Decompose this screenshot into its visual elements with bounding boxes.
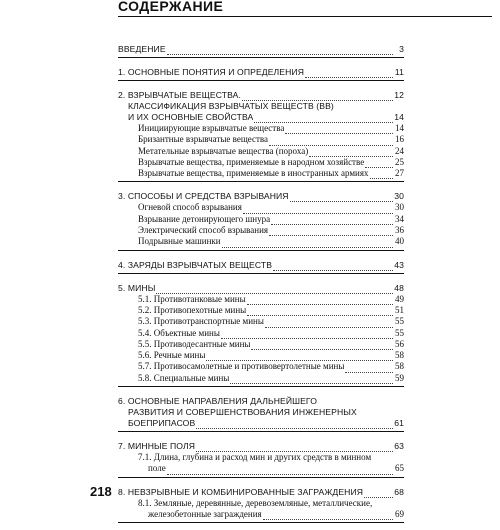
toc-entry[interactable] [118, 283, 404, 294]
leader-dots [206, 352, 393, 361]
toc-entry-text: 4. ЗАРЯДЫ ВЗРЫВЧАТЫХ ВЕЩЕСТВ [118, 259, 273, 270]
toc-entry-text: железобетонные заграждения [148, 508, 262, 519]
leader-dots [364, 489, 393, 498]
toc-subentry[interactable] [118, 236, 404, 247]
toc-section-intro [118, 44, 404, 58]
toc-entry-text: 5.8. Специальные мины [138, 372, 230, 383]
toc-entry-page: 58 [395, 361, 404, 372]
toc-subentry[interactable] [118, 361, 404, 372]
leader-dots [273, 262, 393, 271]
toc-entry-page: 69 [395, 508, 404, 519]
leader-dots [247, 296, 393, 305]
page-number: 218 [90, 484, 112, 499]
toc-entry-page: 63 [394, 441, 404, 452]
leader-dots [243, 205, 393, 214]
toc-entry-text: 5. МИНЫ [118, 282, 156, 293]
toc-entry-page: 14 [394, 112, 404, 122]
toc-entry[interactable] [118, 44, 404, 55]
leader-dots [254, 114, 393, 123]
toc-subentry[interactable] [118, 305, 404, 316]
toc-section-4 [118, 260, 404, 274]
toc-entry-text: 5.4. Объектные мины [138, 327, 220, 338]
leader-dots [290, 193, 393, 202]
toc-entry[interactable] [118, 487, 404, 498]
leader-dots [269, 137, 393, 146]
toc-entry-page: 40 [395, 236, 404, 247]
toc-subentry-text: 8.1. Земляные, деревянные, деревоземляные, металлические, [138, 497, 373, 508]
toc-entry-text: Инициирующие взрывчатые вещества [138, 123, 285, 133]
page-title: СОДЕРЖАНИЕ [118, 0, 492, 17]
toc-entry-page: 55 [395, 327, 404, 338]
leader-dots [222, 239, 393, 248]
leader-dots [305, 69, 393, 78]
toc-entry-text: 3. СПОСОБЫ И СРЕДСТВА ВЗРЫВАНИЯ [118, 191, 289, 202]
leader-dots [309, 148, 393, 157]
toc-subentry[interactable] [118, 168, 404, 179]
toc-subentry[interactable] [118, 339, 404, 350]
toc-entry-text: 5.1. Противотанковые мины [138, 293, 246, 304]
toc-entry-page: 16 [395, 134, 404, 145]
leader-dots [251, 341, 393, 350]
toc-entry-text: 2. ВЗРЫВЧАТЫЕ ВЕЩЕСТВА. [118, 90, 241, 100]
toc-section-5 [118, 283, 404, 387]
toc-entry-text: 5.2. Противопехотные мины [138, 304, 247, 315]
toc-subentry[interactable] [118, 225, 404, 236]
toc-entry-text: 5.7. Противосамолетные и противовертолетные мины [138, 361, 345, 372]
leader-dots [167, 46, 393, 55]
toc-entry-page: 58 [395, 350, 404, 361]
toc-entry-text: БОЕПРИПАСОВ [128, 418, 196, 429]
toc-entry[interactable] [118, 90, 404, 101]
toc-entry-text: Метательные взрывчатые вещества (пороха) [138, 145, 309, 156]
toc-section-6 [118, 396, 404, 432]
toc-entry-page: 48 [394, 282, 404, 293]
toc-subentry[interactable] [118, 134, 404, 145]
toc-entry[interactable] [118, 418, 404, 429]
toc-entry-text: 1. ОСНОВНЫЕ ПОНЯТИЯ И ОПРЕДЕЛЕНИЯ [118, 67, 304, 77]
toc-entry-page: 34 [395, 213, 404, 224]
toc-subentry[interactable] [118, 316, 404, 327]
toc-entry-text: Огневой способ взрывания [138, 202, 242, 213]
leader-dots [265, 319, 393, 328]
toc-subentry[interactable] [118, 146, 404, 157]
toc-entry-page: 65 [395, 463, 404, 474]
toc-subentry[interactable] [118, 157, 404, 168]
leader-dots [167, 466, 393, 475]
toc-subentry[interactable] [118, 214, 404, 225]
toc-section-1 [118, 67, 404, 81]
toc-entry-text: 5.5. Противодесантные мины [138, 338, 251, 349]
toc-entry-text: 8. НЕВЗРЫВНЫЕ И КОМБИНИРОВАННЫЕ ЗАГРАЖДЕНИЯ [118, 486, 364, 497]
toc-entry-text: поле [148, 463, 166, 474]
toc-entry[interactable] [118, 191, 404, 202]
toc-entry-page: 12 [394, 90, 404, 100]
leader-dots [196, 420, 393, 429]
leader-dots [196, 443, 393, 452]
toc-subentry[interactable] [118, 328, 404, 339]
toc-entry[interactable] [118, 112, 404, 123]
toc-entry-page: 59 [395, 372, 404, 383]
toc-subentry[interactable] [118, 123, 404, 134]
leader-dots [345, 364, 393, 373]
toc-subentry[interactable] [118, 509, 404, 520]
leader-dots [221, 330, 393, 339]
toc-entry-page: 49 [395, 293, 404, 304]
toc-entry-text: 5.6. Речные мины [138, 350, 206, 361]
toc-section-2 [118, 90, 404, 182]
toc-section-3 [118, 191, 404, 250]
toc-entry-page: 61 [394, 418, 404, 429]
toc-entry-page: 3 [399, 44, 404, 54]
toc-entry-text: 5.3. Противотранспортные мины [138, 316, 264, 327]
leader-dots [263, 511, 393, 520]
toc-entry-page: 55 [395, 316, 404, 327]
toc-section-7 [118, 441, 404, 478]
leader-dots [370, 170, 393, 179]
toc-subentry-text: 7.1. Длина, глубина и расход мин и других средств в минном [138, 452, 372, 463]
toc-subentry[interactable] [118, 294, 404, 305]
toc-entry-text: Взрывчатые вещества, применяемые в народном хозяйстве [138, 156, 365, 167]
toc-subentry[interactable] [118, 373, 404, 384]
toc-entry-text: Подрывные машинки [138, 236, 221, 247]
toc-entry-page: 30 [395, 202, 404, 213]
toc-entry[interactable] [118, 441, 404, 452]
toc-entry-page: 30 [394, 191, 404, 202]
leader-dots [365, 159, 393, 168]
toc-entry-continuation: КЛАССИФИКАЦИЯ ВЗРЫВЧАТЫХ ВЕЩЕСТВ (ВВ) [128, 101, 334, 111]
toc-entry-page: 68 [394, 486, 404, 497]
leader-dots [271, 216, 393, 225]
toc-entry-text: Бризантные взрывчатые вещества [138, 134, 269, 145]
toc-entry-page: 11 [394, 67, 404, 77]
leader-dots [242, 92, 393, 101]
toc-entry-text: ВВЕДЕНИЕ [118, 44, 166, 54]
toc-entry-text: Взрывание детонирующего шнура [138, 213, 271, 224]
toc-entry-text: 7. МИННЫЕ ПОЛЯ [118, 441, 196, 452]
toc-entry-continuation: РАЗВИТИЯ И СОВЕРШЕНСТВОВАНИЯ ИНЖЕНЕРНЫХ [128, 407, 357, 418]
leader-dots [230, 375, 393, 384]
toc-subentry[interactable] [118, 463, 404, 474]
toc-entry-page: 36 [395, 225, 404, 236]
toc-entry-text: 6. ОСНОВНЫЕ НАПРАВЛЕНИЯ ДАЛЬНЕЙШЕГО [118, 396, 317, 407]
leader-dots [247, 307, 393, 316]
leader-dots [269, 227, 393, 236]
toc-entry-page: 56 [395, 338, 404, 349]
toc-entry[interactable] [118, 260, 404, 271]
toc-entry-page: 24 [395, 145, 404, 156]
toc-entry-page: 25 [395, 156, 404, 167]
toc-section-8 [118, 487, 404, 524]
toc-entry-text: И ИХ ОСНОВНЫЕ СВОЙСТВА [128, 112, 254, 122]
toc-subentry[interactable] [118, 350, 404, 361]
table-of-contents [118, 44, 404, 530]
toc-subentry[interactable] [118, 202, 404, 213]
toc-entry[interactable] [118, 67, 404, 78]
toc-entry-page: 27 [395, 168, 404, 179]
toc-entry-text: Электрический способ взрывания [138, 225, 269, 236]
toc-entry-page: 14 [395, 123, 404, 133]
toc-entry-page: 51 [395, 304, 404, 315]
leader-dots [156, 285, 393, 294]
leader-dots [285, 125, 393, 134]
toc-entry-text: Взрывчатые вещества, применяемые в иностранных армиях [138, 168, 369, 179]
toc-entry-page: 43 [394, 259, 404, 270]
